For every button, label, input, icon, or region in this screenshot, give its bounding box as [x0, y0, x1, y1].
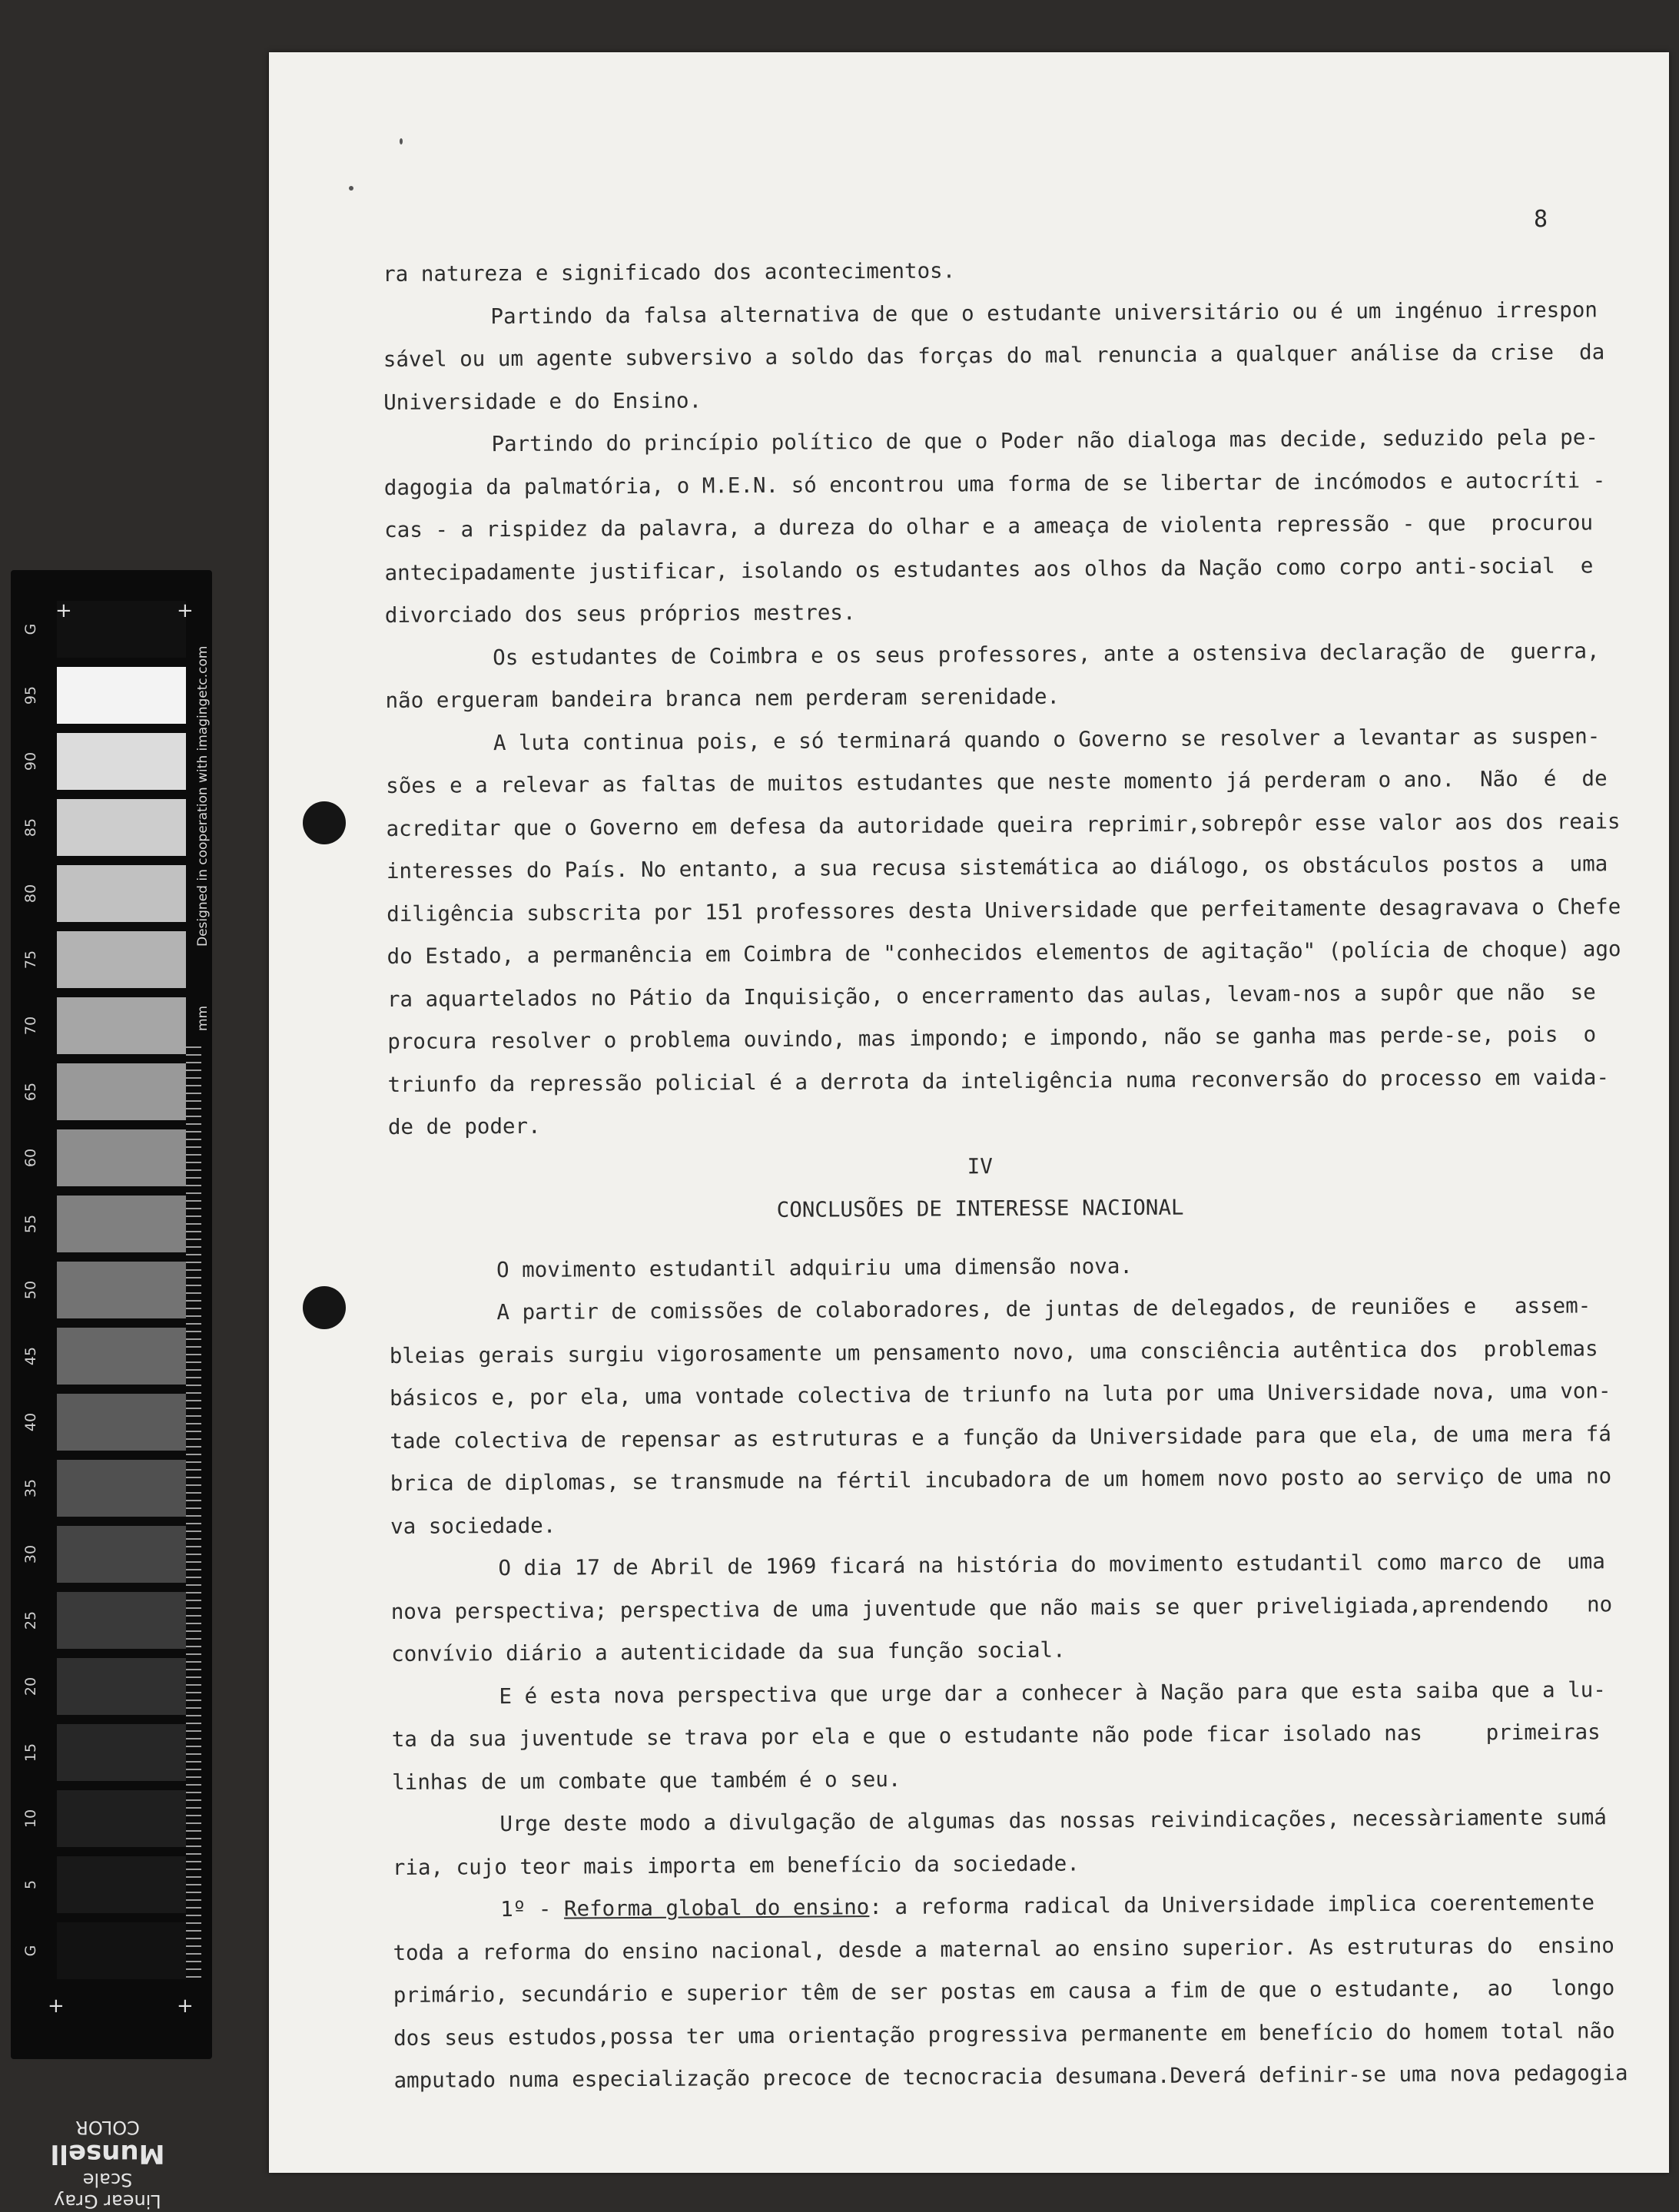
gray-patch — [57, 1460, 186, 1517]
gray-patch — [57, 997, 186, 1054]
gray-patch — [57, 931, 186, 988]
punch-hole — [303, 1286, 346, 1329]
gray-patch — [57, 865, 186, 922]
gray-patch — [57, 1196, 186, 1252]
section-title: CONCLUSÕES DE INTERESSE NACIONAL — [776, 1195, 1184, 1222]
plus-mark: + — [55, 599, 72, 622]
reform-item-heading-line — [393, 1882, 1595, 1932]
gray-patch — [57, 1592, 186, 1649]
gray-patch — [57, 601, 186, 658]
text-line: tade colectiva de repensar as estruturas e a função da Universidade para que ela, de uma mera fá — [390, 1421, 1611, 1454]
text-line: convívio diário a autenticidade da sua função social. — [391, 1637, 1066, 1666]
document-page — [269, 52, 1669, 2173]
text-line: Partindo do princípio político de que o Poder não dialoga mas decide, seduzido pela pe- — [491, 425, 1599, 457]
brand-name: Munsell — [50, 2138, 165, 2169]
gray-patch-label: 90 — [22, 751, 39, 771]
gray-patch-label: 10 — [22, 1809, 39, 1829]
gray-patch-label: G — [22, 1945, 39, 1957]
text-line: sável ou um agente subversivo a soldo das forças do mal renuncia a qualquer análise da crise da — [383, 340, 1605, 372]
text-line: básicos e, por ela, uma vontade colectiva de triunfo na luta por uma Universidade nova, uma von- — [390, 1378, 1611, 1411]
gray-patch-label: 95 — [22, 685, 39, 705]
gray-scale-card — [11, 570, 212, 2059]
text-line: brica de diplomas, se transmude na fértil incubadora de um homem novo posto ao serviço de uma no — [390, 1464, 1612, 1496]
gray-patch-label: 75 — [22, 950, 39, 970]
munsell-logo — [31, 2117, 184, 2212]
gray-patch — [57, 1790, 186, 1847]
gray-patch — [57, 1328, 186, 1385]
gray-patch-label: 80 — [22, 884, 39, 904]
text-line: ta da sua juventude se trava por ela e que o estudante não pode ficar isolado nas primeiras — [391, 1720, 1601, 1752]
text-line: Os estudantes de Coimbra e os seus professores, ante a ostensiva declaração de guerra, — [493, 638, 1600, 670]
scale-credit: Designed in cooperation with imagingetc.com — [195, 645, 211, 947]
text-line: dagogia da palmatória, o M.E.N. só encontrou uma forma de se libertar de incómodos e autocríti - — [383, 467, 1606, 500]
text-line: Urge deste modo a divulgação de algumas das nossas reivindicações, necessàriamente sumá — [499, 1805, 1607, 1837]
gray-patch-label: 65 — [22, 1082, 39, 1102]
gray-patch — [57, 1394, 186, 1451]
gray-patch-label: 45 — [22, 1346, 39, 1366]
text-line: sões e a relevar as faltas de muitos estudantes que neste momento já perderam o ano. Não é de — [386, 766, 1608, 798]
mm-ruler — [186, 1046, 201, 1984]
text-line: ra natureza e significado dos acontecimentos. — [383, 258, 956, 287]
gray-patch-label: 85 — [22, 817, 39, 837]
body-text — [383, 247, 1628, 2103]
gray-patch — [57, 1526, 186, 1583]
gray-patch-label: 5 — [22, 1879, 39, 1890]
text-line: nova perspectiva; perspectiva de uma juventude que não mais se quer priveligiada,aprendendo no — [390, 1591, 1613, 1624]
gray-patch-label: 15 — [22, 1743, 39, 1763]
text-line: A luta continua pois, e só terminará quando o Governo se resolver a levantar as suspen- — [493, 723, 1601, 755]
gray-patch — [57, 1658, 186, 1715]
gray-patch-label: 60 — [22, 1148, 39, 1168]
gray-patch-label: 55 — [22, 1214, 39, 1234]
text-line: O movimento estudantil adquiriu uma dimensão nova. — [496, 1253, 1133, 1282]
plus-mark: + — [48, 1995, 65, 2018]
text-line: antecipadamente justificar, isolando os estudantes aos olhos da Nação como corpo anti-social e — [384, 552, 1594, 585]
gray-patch — [57, 667, 186, 724]
text-line: divorciado dos seus próprios mestres. — [384, 600, 856, 628]
text-line: dos seus estudos,possa ter uma orientação progressiva permanente em benefício do homem total não — [393, 2018, 1615, 2051]
gray-patch-label: G — [22, 623, 39, 635]
gray-patch-label: 50 — [22, 1280, 39, 1300]
paper-speck — [400, 138, 403, 144]
text-line: Universidade e do Ensino. — [383, 387, 702, 415]
gray-patch — [57, 1724, 186, 1781]
reform-prefix: 1º - — [500, 1896, 565, 1922]
gray-patch — [57, 1922, 186, 1979]
text-line: do Estado, a permanência em Coimbra de "conhecidos elementos de agitação" (polícia de choque) ago — [387, 937, 1621, 969]
text-line: diligência subscrita por 151 professores desta Universidade que perfeitamente desagravava o Chefe — [387, 894, 1621, 927]
gray-patch-label: 35 — [22, 1478, 39, 1498]
text-line: triunfo da repressão policial é a derrota da inteligência numa reconversão do processo em vaida- — [387, 1064, 1610, 1097]
text-line: E é esta nova perspectiva que urge dar a conhecer à Nação para que esta saiba que a lu- — [499, 1676, 1606, 1709]
text-line: linhas de um combate que também é o seu. — [392, 1766, 901, 1795]
scale-title: Linear Gray Scale — [54, 2169, 161, 2212]
gray-patch — [57, 799, 186, 856]
text-line: bleias gerais surgiu vigorosamente um pensamento novo, uma consciência autêntica dos problemas — [389, 1335, 1598, 1368]
scale-unit: mm — [195, 1005, 211, 1031]
text-line: não ergueram bandeira branca nem perderam serenidade. — [385, 684, 1060, 713]
text-line: toda a reforma do ensino nacional, desde a maternal ao ensino superior. As estruturas do ensino — [393, 1932, 1614, 1965]
gray-patch-label: 40 — [22, 1412, 39, 1432]
plus-mark: + — [177, 599, 194, 622]
gray-patch-label: 25 — [22, 1610, 39, 1630]
text-line: amputado numa especialização precoce de tecnocracia desumana.Deverá definir-se uma nova pedagogia — [393, 2061, 1628, 2093]
gray-patch — [57, 733, 186, 790]
gray-patch — [57, 1262, 186, 1318]
text-line: de de poder. — [387, 1113, 541, 1139]
text-line: ria, cujo teor mais importa em benefício da sociedade. — [392, 1850, 1080, 1880]
text-line: primário, secundário e superior têm de ser postas em causa a fim de que o estudante, ao longo — [393, 1975, 1615, 2008]
text-line: cas - a rispidez da palavra, a dureza do olhar e a ameaça de violenta repressão - que procurou — [384, 510, 1594, 542]
text-line: acreditar que o Governo em defesa da autoridade queira reprimir,sobrepôr esse valor aos dos reais — [386, 808, 1621, 841]
text-line: ra aquartelados no Pátio da Inquisição, o encerramento das aulas, levam-nos a supôr que não se — [387, 979, 1596, 1012]
text-line: procura resolver o problema ouvindo, mas impondo; e impondo, não se ganha mas perde-se, pois o — [387, 1022, 1597, 1054]
text-line: Partindo da falsa alternativa de que o estudante universitário ou é um ingénuo irrespon — [490, 297, 1598, 329]
text-line: interesses do País. No entanto, a sua recusa sistemática ao diálogo, os obstáculos postos a uma — [386, 851, 1608, 884]
text-line: A partir de comissões de colaboradores, de juntas de delegados, de reuniões e assem- — [496, 1293, 1591, 1325]
section-number: IV — [967, 1153, 993, 1179]
gray-patch — [57, 1856, 186, 1913]
gray-patch-label: 30 — [22, 1544, 39, 1564]
paper-speck — [349, 186, 353, 191]
plus-mark: + — [177, 1995, 194, 2018]
reform-first-line: : a reforma radical da Universidade implica coerentemente — [869, 1890, 1595, 1920]
gray-patch — [57, 1129, 186, 1186]
gray-patch-label: 20 — [22, 1676, 39, 1696]
page-number: 8 — [1534, 206, 1548, 233]
text-line: va sociedade. — [390, 1513, 556, 1539]
punch-hole — [303, 801, 346, 844]
brand-sub: COLOR — [75, 2117, 140, 2138]
reform-heading: Reforma global do ensino — [563, 1895, 870, 1922]
text-line: O dia 17 de Abril de 1969 ficará na história do movimento estudantil como marco de uma — [498, 1549, 1605, 1581]
gray-patch — [57, 1063, 186, 1120]
gray-patch-label: 70 — [22, 1016, 39, 1036]
